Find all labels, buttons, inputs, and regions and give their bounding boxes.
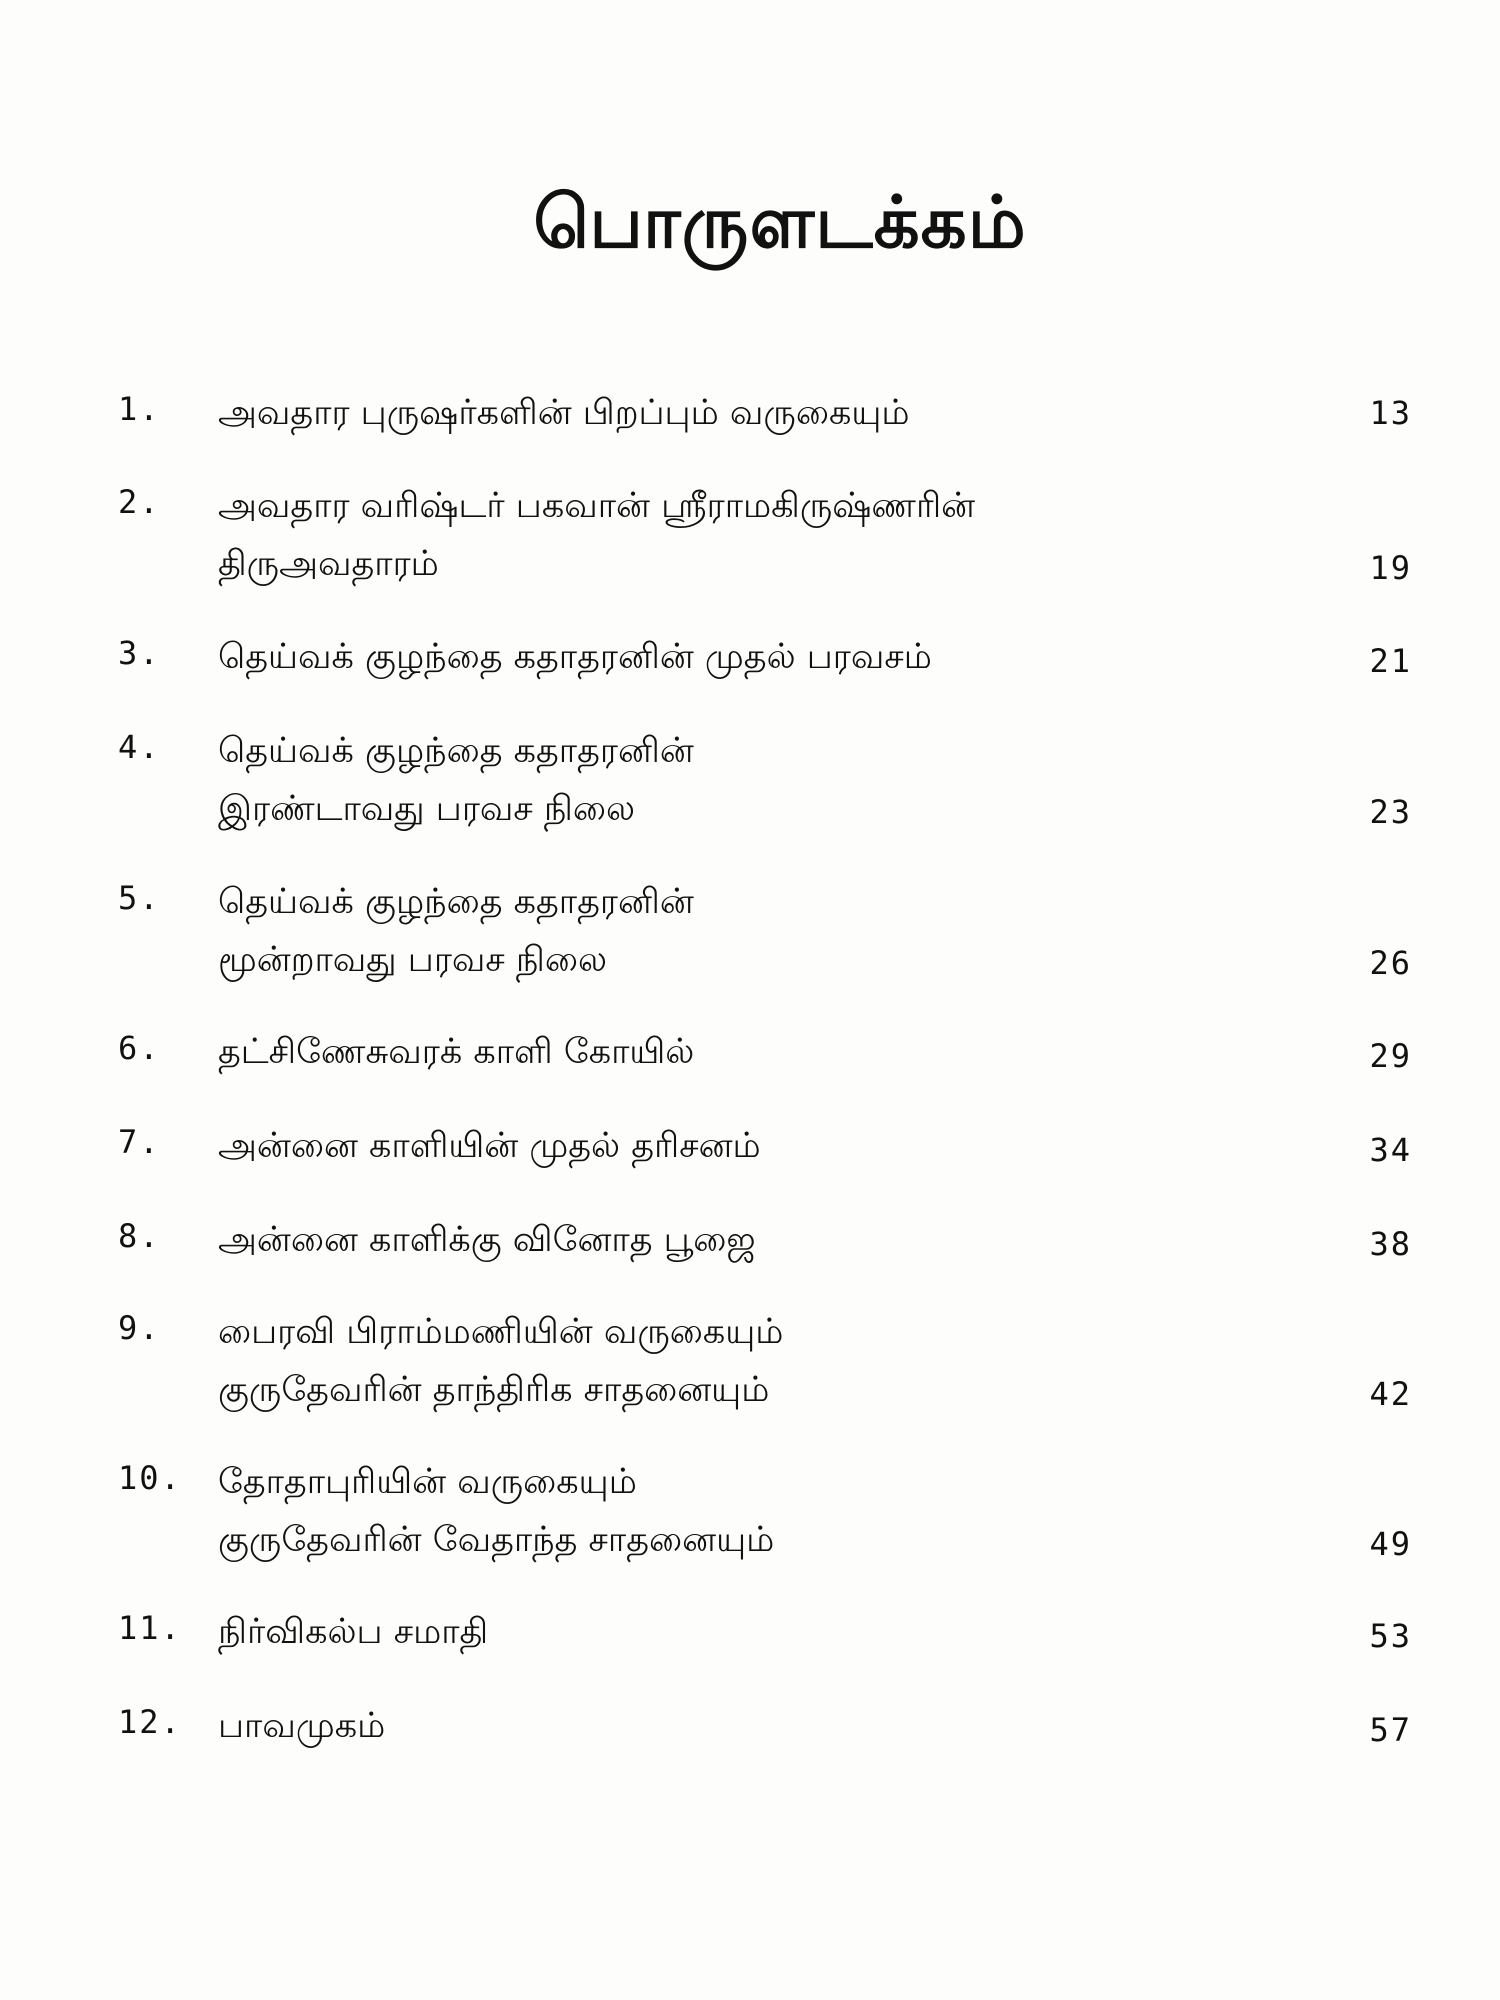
entry-title-line: தட்சிணேசுவரக் காளி கோயில் xyxy=(218,1032,695,1072)
entry-title-line: மூன்றாவது பரவச நிலை xyxy=(218,940,608,980)
page-title: பொருளடக்கம் xyxy=(533,180,1027,264)
entry-title xyxy=(218,384,1238,442)
entry-number: 11. xyxy=(118,1609,182,1647)
entry-number: 3. xyxy=(118,634,161,672)
entry-page-number: 26 xyxy=(1369,944,1412,982)
entry-title-line: தெய்வக் குழந்தை கதாதரனின் முதல் பரவசம் xyxy=(218,637,932,677)
entry-page-number: 38 xyxy=(1369,1225,1412,1263)
entry-title xyxy=(218,477,1238,593)
entry-page-number: 53 xyxy=(1369,1617,1412,1655)
entry-page-number: 42 xyxy=(1369,1375,1412,1413)
entry-title xyxy=(218,1211,1238,1269)
entry-number: 4. xyxy=(118,728,161,766)
entry-number: 5. xyxy=(118,879,161,917)
entry-title-line: திருஅவதாரம் xyxy=(218,544,439,584)
entry-number: 7. xyxy=(118,1123,161,1161)
entry-number: 1. xyxy=(118,390,161,428)
entry-title-line: குருதேவரின் தாந்திரிக சாதனையும் xyxy=(218,1370,770,1410)
entry-title-line: நிர்விகல்ப சமாதி xyxy=(218,1612,489,1652)
entry-title-line: அன்னை காளியின் முதல் தரிசனம் xyxy=(218,1126,761,1166)
entry-page-number: 29 xyxy=(1369,1037,1412,1075)
entry-title-line: பாவமுகம் xyxy=(218,1706,386,1746)
entry-page-number: 34 xyxy=(1369,1131,1412,1169)
entry-title xyxy=(218,1303,1238,1419)
entry-number: 2. xyxy=(118,483,161,521)
entry-title xyxy=(218,1603,1238,1661)
entry-number: 6. xyxy=(118,1029,161,1067)
entry-title-line: தெய்வக் குழந்தை கதாதரனின் xyxy=(218,882,694,922)
entry-title xyxy=(218,1023,1238,1081)
entry-page-number: 13 xyxy=(1369,394,1412,432)
entry-number: 8. xyxy=(118,1217,161,1255)
entry-page-number: 19 xyxy=(1369,549,1412,587)
entry-title xyxy=(218,1697,1238,1755)
entry-title-line: அவதார வரிஷ்டர் பகவான் ஸ்ரீராமகிருஷ்ணரின் xyxy=(218,486,976,526)
entry-page-number: 49 xyxy=(1369,1525,1412,1563)
entry-title-line: பைரவி பிராம்மணியின் வருகையும் xyxy=(218,1312,784,1352)
entry-page-number: 21 xyxy=(1369,642,1412,680)
entry-number: 10. xyxy=(118,1459,182,1497)
entry-number: 12. xyxy=(118,1703,182,1741)
entry-title xyxy=(218,1453,1238,1569)
entry-page-number: 23 xyxy=(1369,793,1412,831)
entry-page-number: 57 xyxy=(1369,1711,1412,1749)
entry-title-line: தோதாபுரியின் வருகையும் xyxy=(218,1462,637,1502)
entry-number: 9. xyxy=(118,1309,161,1347)
entry-title-line: இரண்டாவது பரவச நிலை xyxy=(218,789,636,829)
entry-title xyxy=(218,722,1238,838)
entry-title xyxy=(218,873,1238,989)
entry-title-line: குருதேவரின் வேதாந்த சாதனையும் xyxy=(218,1520,775,1560)
entry-title-line: அன்னை காளிக்கு வினோத பூஜை xyxy=(218,1220,756,1260)
entry-title-line: தெய்வக் குழந்தை கதாதரனின் xyxy=(218,731,694,771)
entry-title xyxy=(218,1117,1238,1175)
entry-title-line: அவதார புருஷர்களின் பிறப்பும் வருகையும் xyxy=(218,393,910,433)
entry-title xyxy=(218,628,1238,686)
